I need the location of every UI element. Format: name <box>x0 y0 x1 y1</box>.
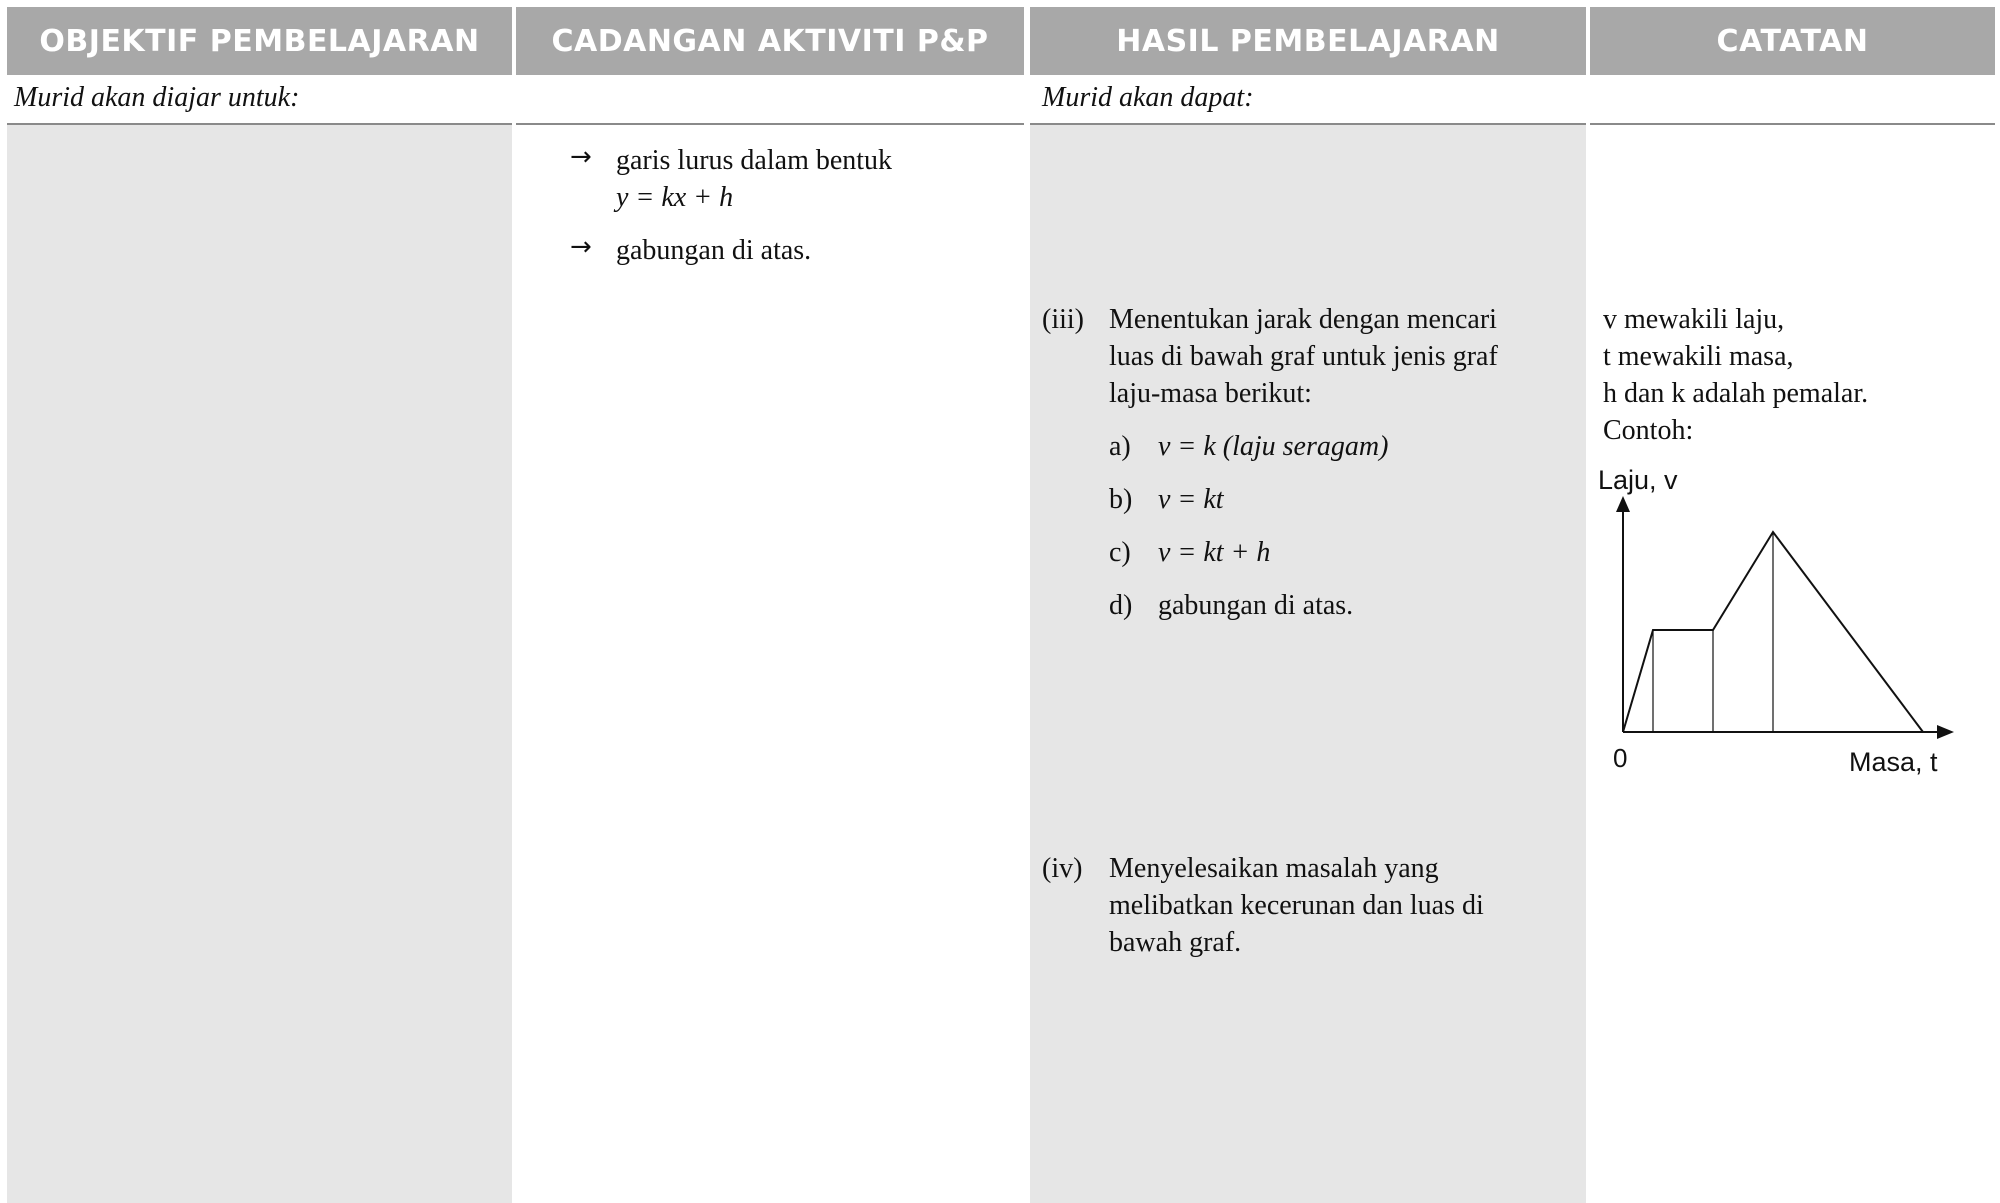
hasil-iii-line3: laju-masa berikut: <box>1109 378 1312 409</box>
cadangan-bullet1-line2: y = kx + h <box>616 182 734 213</box>
catatan-line-v: v mewakili laju, <box>1603 304 1785 335</box>
cadangan-bullet2: gabungan di atas. <box>616 235 812 266</box>
graph-y-arrow-icon <box>1616 496 1630 512</box>
catatan-line-t: t mewakili masa, <box>1603 341 1794 372</box>
cadangan-bullet1-line1: garis lurus dalam bentuk <box>616 145 893 176</box>
col-hasil-bg <box>1030 76 1586 1203</box>
subheader-objektif: Murid akan diajar untuk: <box>14 82 300 113</box>
hasil-iv-line2: melibatkan kecerunan dan luas di <box>1109 890 1484 921</box>
hasil-iv-line1: Menyelesaikan masalah yang <box>1109 853 1439 884</box>
header-objektif: OBJEKTIF PEMBELAJARAN <box>7 7 512 75</box>
speed-time-graph <box>1590 460 1990 790</box>
option-c-text: v = kt + h <box>1158 537 1271 568</box>
option-a-label: a) <box>1109 431 1131 462</box>
hasil-iii-line1: Menentukan jarak dengan mencari <box>1109 304 1497 335</box>
divider-hasil <box>1030 123 1586 125</box>
arrow-bullet-icon: → <box>570 142 592 172</box>
header-cadangan: CADANGAN AKTIVITI P&P <box>516 7 1024 75</box>
header-catatan: CATATAN <box>1590 7 1995 75</box>
hasil-iii-line2: luas di bawah graf untuk jenis graf <box>1109 341 1498 372</box>
graph-xlabel: Masa, t <box>1849 747 1938 777</box>
subheader-hasil: Murid akan dapat: <box>1042 82 1254 113</box>
graph-origin: 0 <box>1613 743 1628 773</box>
hasil-iv-number: (iv) <box>1042 853 1083 884</box>
hasil-iv-line3: bawah graf. <box>1109 927 1242 958</box>
header-hasil: HASIL PEMBELAJARAN <box>1030 7 1586 75</box>
option-b-text: v = kt <box>1158 484 1224 515</box>
option-d-label: d) <box>1109 590 1133 621</box>
graph-x-arrow-icon <box>1937 725 1954 739</box>
option-b-label: b) <box>1109 484 1133 515</box>
divider-catatan <box>1590 123 1995 125</box>
col-objektif-bg <box>7 76 512 1203</box>
catatan-line-contoh: Contoh: <box>1603 415 1694 446</box>
graph-ylabel: Laju, v <box>1598 465 1678 495</box>
hasil-iii-number: (iii) <box>1042 304 1084 335</box>
option-a-text: v = k (laju seragam) <box>1158 431 1389 462</box>
divider-cadangan <box>516 123 1024 125</box>
option-c-label: c) <box>1109 537 1131 568</box>
option-d-text: gabungan di atas. <box>1158 590 1354 621</box>
catatan-line-hk: h dan k adalah pemalar. <box>1603 378 1869 409</box>
divider-objektif <box>7 123 512 125</box>
arrow-bullet-icon: → <box>570 232 592 262</box>
